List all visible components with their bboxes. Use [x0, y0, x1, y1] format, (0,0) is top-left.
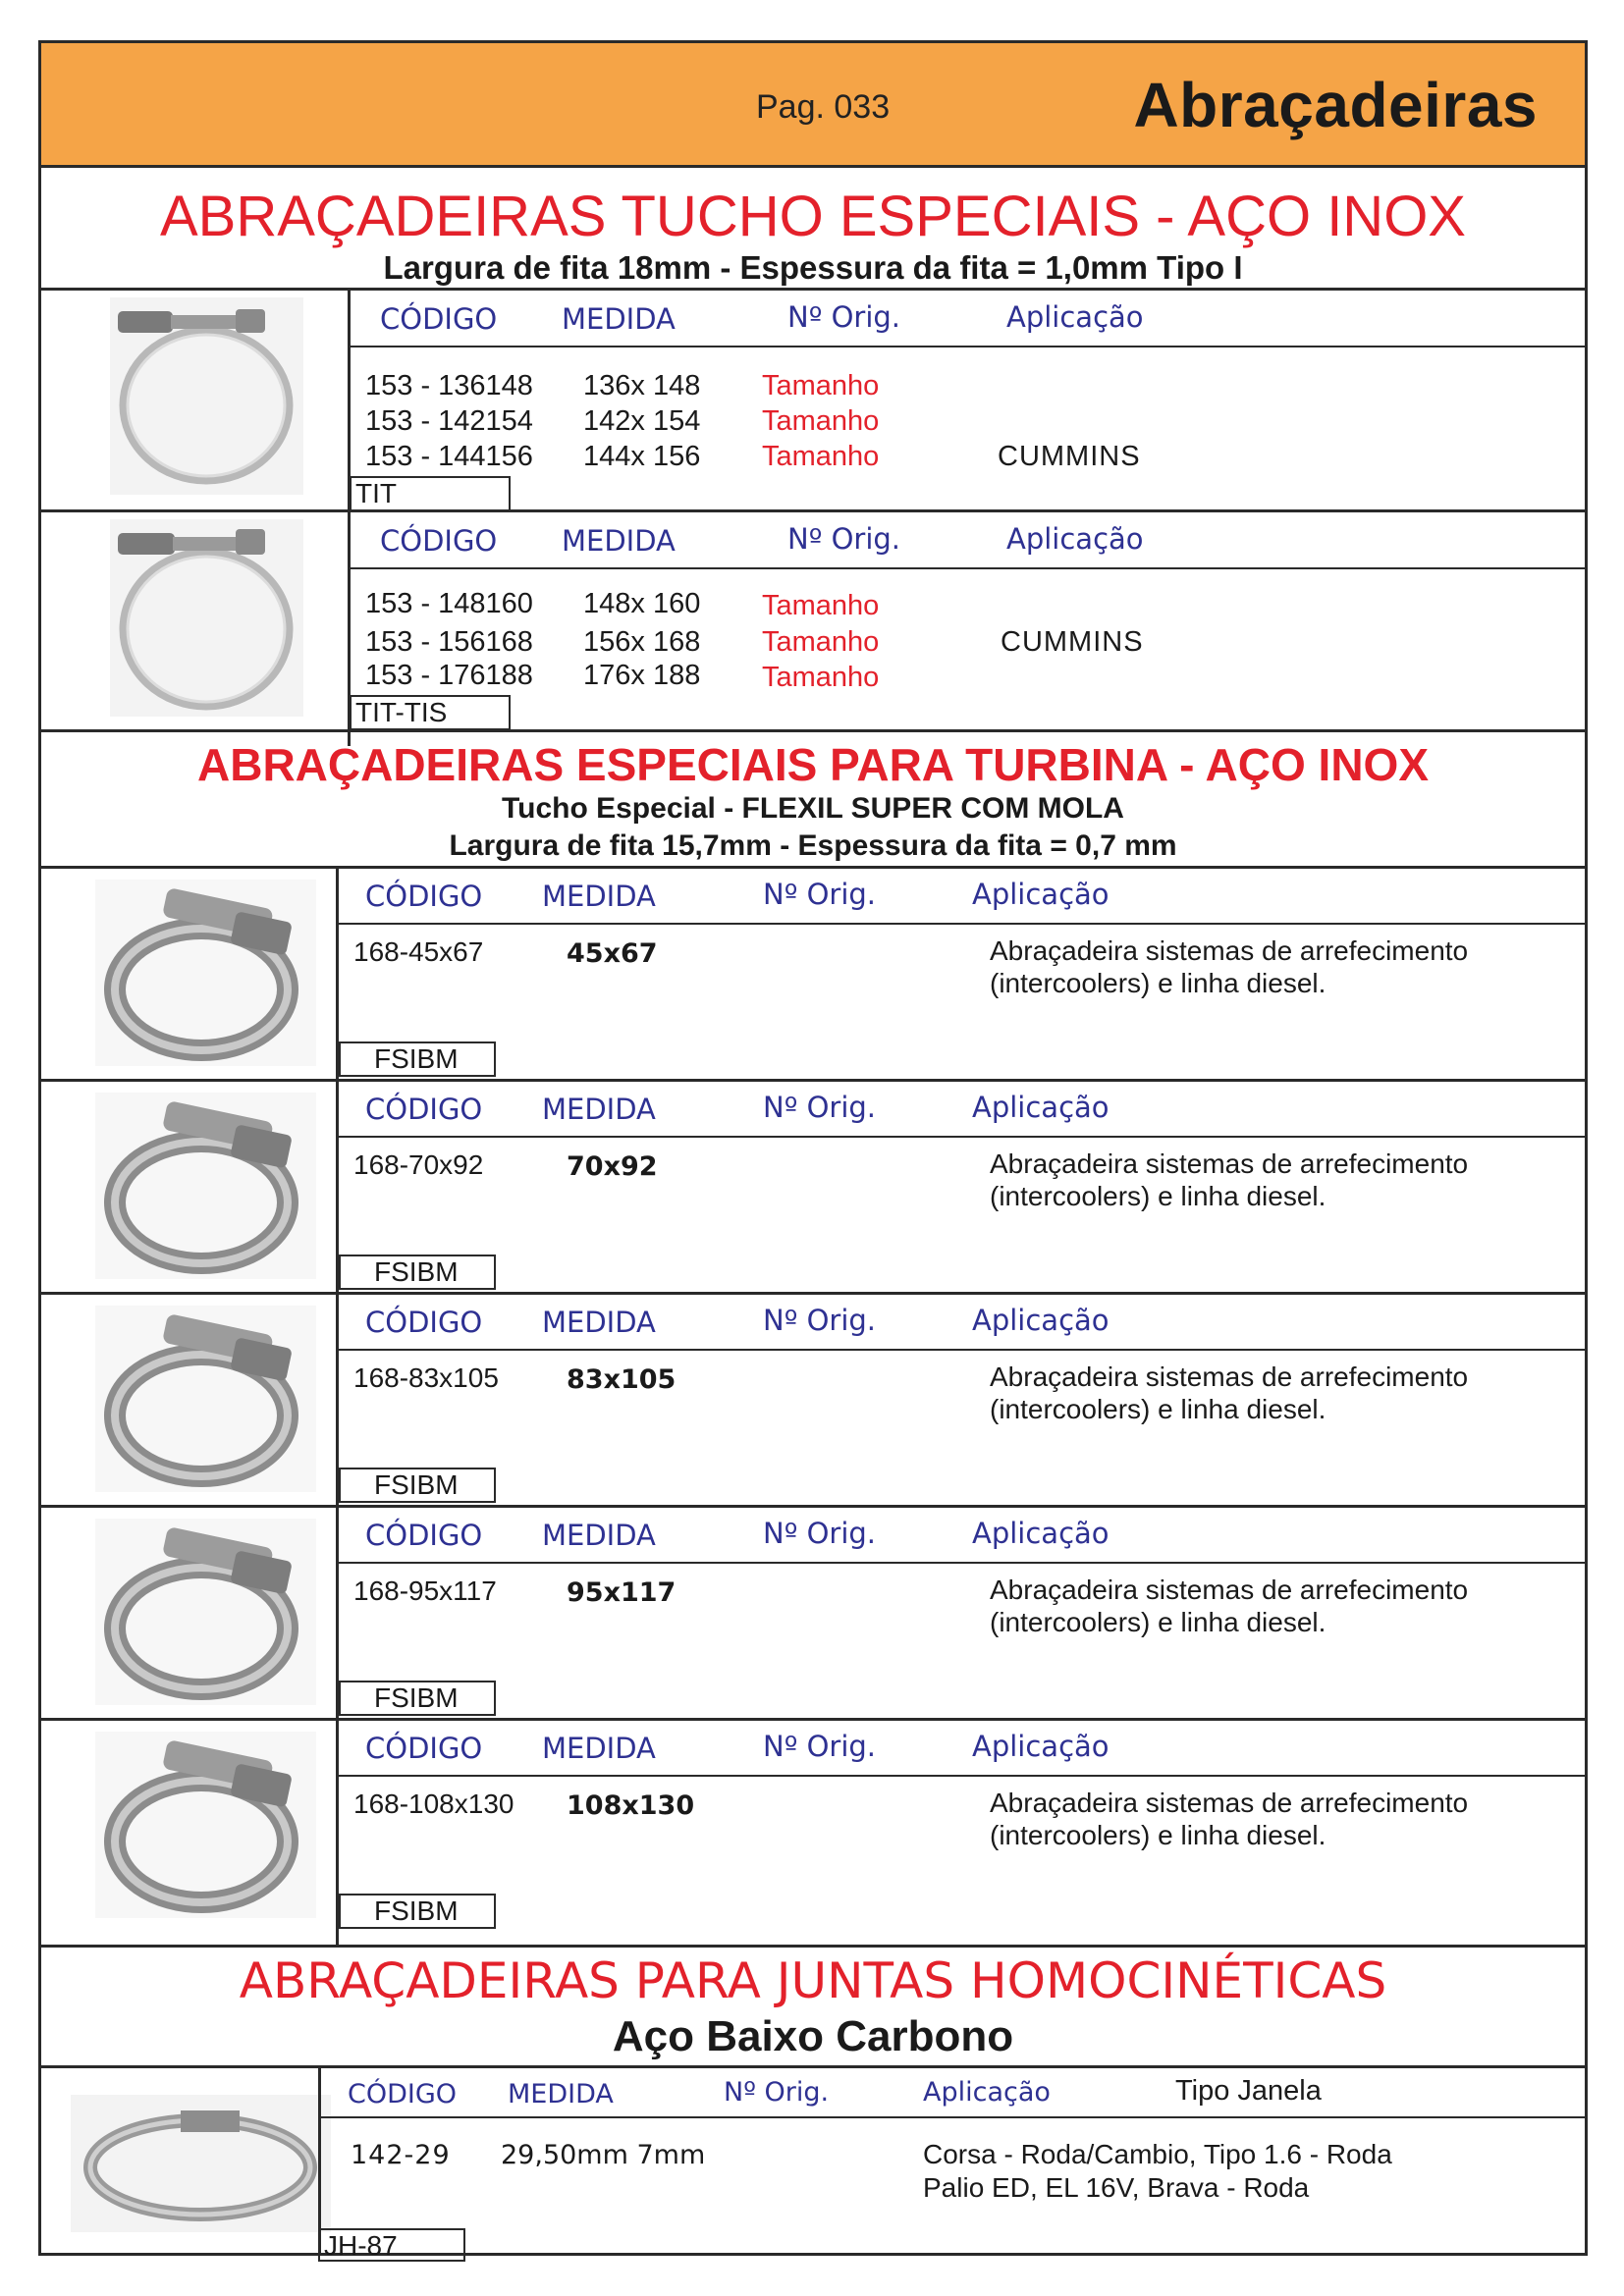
divider — [318, 2116, 1585, 2118]
col-header-measure: MEDIDA — [562, 302, 676, 336]
product-tag: JH-87 — [318, 2228, 465, 2262]
turbine-clamp-image — [95, 880, 316, 1066]
row-code: 153 - 142154 — [365, 405, 533, 437]
row-measure: 70x92 — [567, 1151, 658, 1182]
divider — [348, 288, 351, 746]
divider — [348, 346, 1585, 347]
row-orig: Tamanho — [762, 626, 880, 658]
row-orig: Tamanho — [762, 590, 880, 621]
divider — [336, 1775, 1585, 1777]
turbine-clamp-image — [95, 1306, 316, 1492]
divider — [41, 1079, 1585, 1082]
product-tag: FSIBM — [339, 1468, 496, 1503]
row-application-line1: Abraçadeira sistemas de arrefecimento — [990, 1362, 1469, 1392]
section3-subtitle: Aço Baixo Carbono — [612, 2012, 1014, 2060]
row-application-line1: Corsa - Roda/Cambio, Tipo 1.6 - Roda — [923, 2139, 1392, 2169]
homocinetic-clamp-image — [71, 2095, 331, 2232]
row-code: 168-108x130 — [353, 1789, 514, 1819]
divider — [336, 866, 339, 1948]
divider — [41, 866, 1585, 869]
row-measure: 142x 154 — [583, 405, 701, 437]
row-measure: 95x117 — [567, 1577, 677, 1608]
col-header-measure: MEDIDA — [542, 1093, 656, 1126]
divider — [348, 567, 1585, 569]
row-application-line1: Abraçadeira sistemas de arrefecimento — [990, 1148, 1469, 1179]
col-header-code: CÓDIGO — [348, 2079, 458, 2109]
col-header-measure: MEDIDA — [508, 2079, 614, 2109]
col-header-code: CÓDIGO — [365, 880, 483, 913]
row-code: 153 - 176188 — [365, 660, 533, 691]
turbine-clamp-image — [95, 1093, 316, 1279]
col-header-orig: Nº Orig. — [763, 878, 877, 911]
product-tag: FSIBM — [339, 1894, 496, 1929]
row-application-line2: (intercoolers) e linha diesel. — [990, 1181, 1326, 1211]
row-code: 153 - 136148 — [365, 370, 533, 401]
divider — [336, 1562, 1585, 1564]
col-header-measure: MEDIDA — [542, 880, 656, 913]
col-header-code: CÓDIGO — [365, 1732, 483, 1765]
row-measure: 108x130 — [567, 1790, 695, 1821]
turbine-clamp-image — [95, 1732, 316, 1918]
row-application-line2: (intercoolers) e linha diesel. — [990, 1820, 1326, 1850]
row-measure: 148x 160 — [583, 588, 701, 619]
product-tag: TIT — [350, 476, 511, 511]
row-orig: Tamanho — [762, 370, 880, 401]
section2-title: ABRAÇADEIRAS ESPECIAIS PARA TURBINA - AÇO INOX — [197, 739, 1429, 790]
col-header-code: CÓDIGO — [380, 524, 498, 558]
col-header-application: Aplicação — [972, 1517, 1110, 1550]
row-measure: 45x67 — [567, 938, 658, 969]
divider — [336, 923, 1585, 925]
divider — [336, 1136, 1585, 1138]
divider — [318, 2065, 321, 2256]
col-header-orig: Nº Orig. — [763, 1730, 877, 1763]
section1-subtitle: Largura de fita 18mm - Espessura da fita = 1,0mm Tipo I — [383, 249, 1243, 286]
divider — [41, 2065, 1585, 2068]
clamp-tit-image — [110, 297, 303, 495]
divider — [336, 1349, 1585, 1351]
turbine-clamp-image — [95, 1519, 316, 1705]
divider — [41, 1505, 1585, 1508]
col-header-application: Aplicação — [923, 2077, 1051, 2108]
row-measure: 144x 156 — [583, 441, 701, 472]
col-header-application: Aplicação — [972, 1091, 1110, 1124]
row-application: CUMMINS — [1001, 626, 1144, 658]
divider — [41, 1718, 1585, 1721]
row-code: 142-29 — [351, 2140, 451, 2170]
col-header-measure: MEDIDA — [542, 1519, 656, 1552]
row-application-line2: (intercoolers) e linha diesel. — [990, 1607, 1326, 1637]
row-measure: 136x 148 — [583, 370, 701, 401]
product-tag: FSIBM — [339, 1681, 496, 1716]
row-application-line1: Abraçadeira sistemas de arrefecimento — [990, 1575, 1469, 1605]
col-header-orig: Nº Orig. — [787, 522, 901, 556]
row-application-line2: (intercoolers) e linha diesel. — [990, 1394, 1326, 1424]
col-header-application: Aplicação — [972, 878, 1110, 911]
row-measure: 176x 188 — [583, 660, 701, 691]
col-header-code: CÓDIGO — [380, 302, 498, 336]
divider — [41, 1945, 1585, 1948]
row-application-line1: Abraçadeira sistemas de arrefecimento — [990, 1788, 1469, 1818]
col-header-code: CÓDIGO — [365, 1306, 483, 1339]
section2-subtitle-1: Tucho Especial - FLEXIL SUPER COM MOLA — [502, 792, 1124, 825]
row-application-line2: Palio ED, EL 16V, Brava - Roda — [923, 2172, 1310, 2203]
row-measure: 156x 168 — [583, 626, 701, 658]
product-tag: TIT-TIS — [350, 695, 511, 730]
col-header-measure: MEDIDA — [542, 1306, 656, 1339]
col-header-application: Aplicação — [972, 1304, 1110, 1337]
row-orig: Tamanho — [762, 662, 880, 693]
col-header-application: Aplicação — [972, 1730, 1110, 1763]
clamp-tit-tis-image — [110, 519, 303, 717]
row-code: 153 - 156168 — [365, 626, 533, 658]
section2-subtitle-2: Largura de fita 15,7mm - Espessura da fita = 0,7 mm — [449, 829, 1177, 862]
page-brand-title: Abraçadeiras — [1133, 70, 1538, 140]
divider — [41, 1292, 1585, 1295]
col-header-orig: Nº Orig. — [763, 1304, 877, 1337]
col-header-code: CÓDIGO — [365, 1093, 483, 1126]
section1-title: ABRAÇADEIRAS TUCHO ESPECIAIS - AÇO INOX — [159, 185, 1466, 248]
page-header — [41, 43, 1585, 168]
row-application: CUMMINS — [998, 441, 1141, 472]
row-application-line2: (intercoolers) e linha diesel. — [990, 968, 1326, 998]
col-header-orig: Nº Orig. — [763, 1091, 877, 1124]
page-number: Pag. 033 — [756, 88, 891, 126]
row-code: 153 - 144156 — [365, 441, 533, 472]
divider — [41, 288, 1585, 291]
col-header-application: Aplicação — [1006, 300, 1144, 334]
divider — [41, 509, 1585, 512]
row-code: 168-45x67 — [353, 936, 484, 967]
row-code: 168-95x117 — [353, 1575, 497, 1606]
col-header-application: Aplicação — [1006, 522, 1144, 556]
col-header-window-type: Tipo Janela — [1175, 2075, 1322, 2107]
product-tag: FSIBM — [339, 1255, 496, 1290]
col-header-code: CÓDIGO — [365, 1519, 483, 1552]
col-header-orig: Nº Orig. — [787, 300, 901, 334]
divider — [41, 729, 1585, 732]
product-tag: FSIBM — [339, 1041, 496, 1077]
col-header-orig: Nº Orig. — [724, 2077, 830, 2108]
row-code: 153 - 148160 — [365, 588, 533, 619]
catalog-page — [38, 40, 1588, 2261]
col-header-measure: MEDIDA — [542, 1732, 656, 1765]
col-header-orig: Nº Orig. — [763, 1517, 877, 1550]
row-code: 168-70x92 — [353, 1149, 484, 1180]
row-orig: Tamanho — [762, 405, 880, 437]
row-orig: Tamanho — [762, 441, 880, 472]
section3-title: ABRAÇADEIRAS PARA JUNTAS HOMOCINÉTICAS — [239, 1952, 1387, 2009]
row-application-line1: Abraçadeira sistemas de arrefecimento — [990, 935, 1469, 966]
row-code: 168-83x105 — [353, 1362, 499, 1393]
row-measure: 29,50mm 7mm — [501, 2140, 706, 2170]
col-header-measure: MEDIDA — [562, 524, 676, 558]
row-measure: 83x105 — [567, 1364, 677, 1395]
